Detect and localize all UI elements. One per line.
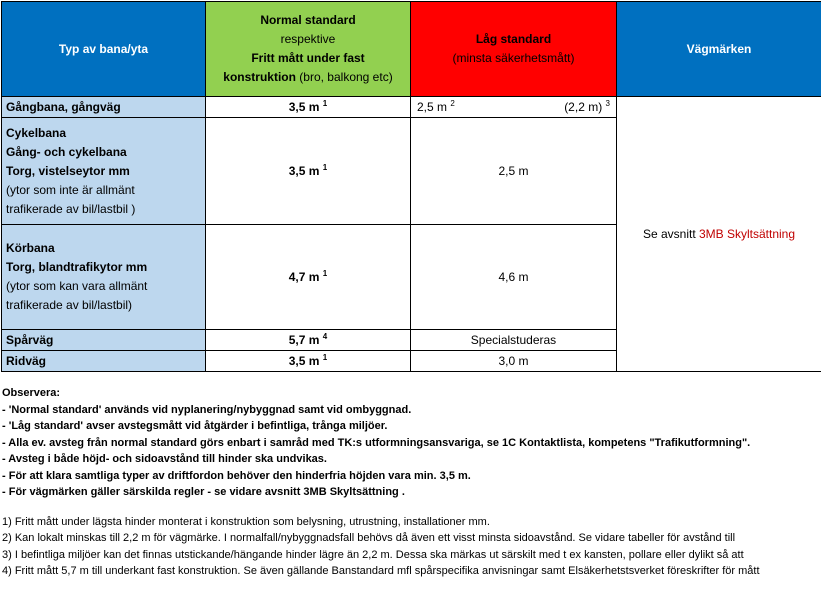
footnote: 3) I befintliga miljöer kan det finnas utstickande/hängande hinder lägre än 2,2 m. Dessa ska märkas ut särskilt med t ex kansten, pollare eller dylikt så att bbox=[2, 548, 744, 561]
row-type-gangbana bbox=[2, 97, 206, 118]
row-type-korbana: Körbana Torg, blandtrafikytor mm (ytor som kan vara allmänt trafikerade av bil/lastbil) bbox=[2, 225, 206, 330]
row-low-value: Specialstuderas bbox=[411, 330, 617, 351]
note-item: - För vägmärken gäller särskilda regler - se vidare avsnitt 3MB Skyltsättning . bbox=[2, 486, 405, 498]
footnote: 1) Fritt mått under lägsta hinder monterat i konstruktion som belysning, utrustning, installationer mm. bbox=[2, 515, 490, 528]
table-header-row bbox=[2, 2, 821, 97]
signs-cell bbox=[617, 97, 821, 372]
header-low-line1: Låg standard bbox=[475, 32, 552, 46]
row-normal-value: 4,7 m $^1$ bbox=[206, 225, 411, 330]
note-item: - Avsteg i både höjd- och sidoavstånd till hinder ska undvikas. bbox=[2, 453, 327, 465]
header-type: Typ av bana/yta bbox=[2, 2, 206, 97]
row-normal-value: 3,5 m $^1$ bbox=[206, 351, 411, 372]
signs-prefix: Se avsnitt bbox=[642, 227, 699, 241]
header-normal-line3: Fritt mått under fast bbox=[251, 51, 365, 65]
row-low-value: 2,5 m bbox=[411, 118, 617, 225]
header-normal-standard bbox=[206, 2, 411, 97]
header-normal-line4-bold: konstruktion bbox=[223, 70, 296, 84]
header-low-standard bbox=[411, 2, 617, 97]
row-normal-value: 3,5 m $^1$ bbox=[206, 118, 411, 225]
header-signs: Vägmärken bbox=[617, 2, 821, 97]
row-normal-value: 3,5 m $^1$ bbox=[206, 97, 411, 118]
header-low-line2: (minsta säkerhetsmått) bbox=[452, 51, 575, 65]
note-item: - 'Normal standard' används vid nyplanering/nybyggnad samt vid ombyggnad. bbox=[2, 403, 412, 416]
note-item: - Alla ev. avsteg från normal standard görs enbart i samråd med TK:s utformningsansvariga, se 1C Kontaktlista, kompetens "Trafikutformning". bbox=[2, 436, 751, 449]
row-normal-value: 5,7 m $^4$ bbox=[206, 330, 411, 351]
notes-title: Observera: bbox=[2, 387, 61, 399]
footnote: 2) Kan lokalt minskas till 2,2 m för vägmärke. I normalfall/nybyggnadsfall behövs då även ett visst minsta sidoavstånd. Se vidare tabeller för avstånd till bbox=[2, 532, 736, 544]
row-type-ridvag: Ridväg bbox=[2, 351, 206, 372]
low-left-value: 2,5 m bbox=[417, 100, 448, 114]
row-type-sparvag: Spårväg bbox=[2, 330, 206, 351]
clearance-table bbox=[1, 1, 821, 372]
row-type-cykelbana: Cykelbana Gång- och cykelbana Torg, vistelseytor mm (ytor som inte är allmänt trafikerade av bil/lastbil ) bbox=[2, 118, 206, 225]
row-low-value: 3,0 m bbox=[411, 351, 617, 372]
signs-link[interactable]: 3MB Skyltsättning bbox=[698, 227, 796, 241]
note-item: - 'Låg standard' avser avstegsmått vid åtgärder i befintliga, trånga miljöer. bbox=[2, 420, 388, 432]
note-item: - För att klara samtliga typer av driftfordon behöver den hinderfria höjden vara min. 3,5 m. bbox=[2, 469, 471, 482]
row-type-label: Gångbana, gångväg bbox=[6, 99, 121, 114]
footnote: 4) Fritt mått 5,7 m till underkant fast konstruktion. Se även gällande Banstandard mfl spårspecifika anvisningar samt Elsäkerhetstsverket föreskrifter för mått bbox=[2, 565, 760, 577]
header-normal-line1: Normal standard bbox=[260, 13, 356, 27]
header-normal-line2: respektive bbox=[280, 32, 336, 46]
row-low-value: 4,6 m bbox=[411, 225, 617, 330]
row-low-value: 2,5 m $^2$ (2,2 m) $^3$ bbox=[411, 97, 617, 118]
header-normal-line4-rest: (bro, balkong etc) bbox=[295, 70, 393, 84]
low-right-value: (2,2 m) bbox=[564, 100, 603, 114]
table-row bbox=[2, 97, 821, 118]
notes-section bbox=[2, 385, 760, 580]
